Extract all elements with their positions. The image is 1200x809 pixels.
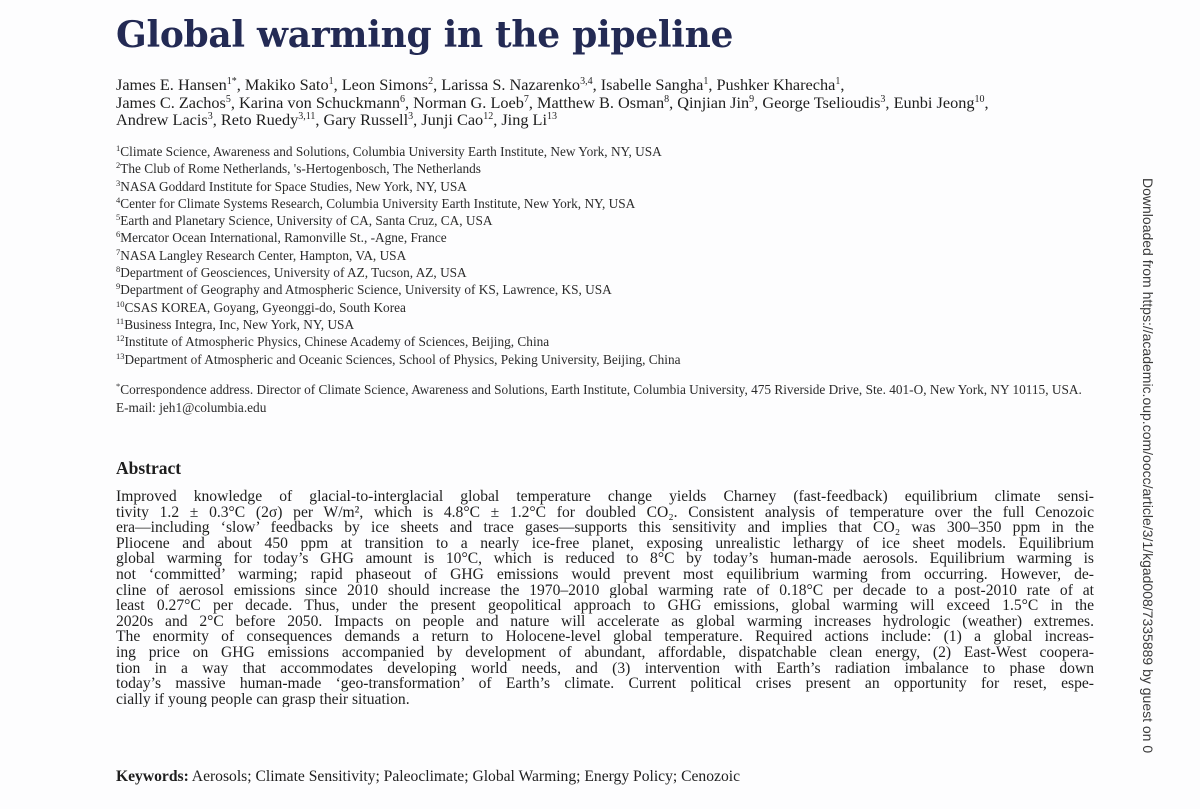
affiliation-number: 13 xyxy=(116,350,125,361)
author-affiliation-sup: 3,4 xyxy=(580,76,593,87)
affiliation-text: Center for Climate Systems Research, Columbia University Earth Institute, New York, NY, USA xyxy=(120,195,636,211)
affiliation-item xyxy=(116,299,1056,316)
affiliation-item xyxy=(116,264,1056,281)
author-name: Junji Cao xyxy=(421,110,484,129)
author-name: Gary Russell xyxy=(323,110,409,129)
author-separator: , xyxy=(433,75,442,94)
author-name: Jing Li xyxy=(501,110,548,129)
author-affiliation-sup: 8 xyxy=(664,93,670,105)
author-separator: , xyxy=(592,75,601,94)
author-separator: , xyxy=(236,75,245,94)
author-name: Makiko Sato xyxy=(244,75,329,94)
author-affiliation-sup: 10 xyxy=(974,93,985,105)
affiliation-item xyxy=(116,195,1056,212)
author-separator: , xyxy=(528,92,538,112)
correspondence-note xyxy=(116,381,1091,417)
affiliation-item xyxy=(116,316,1056,333)
author-affiliation-sup: 1 xyxy=(835,76,841,87)
author-separator: , xyxy=(315,110,324,129)
abstract-line: ing price on GHG emissions accompanied by development of abundant, affordable, dispatchable clean energy, (2) East-West coopera- xyxy=(116,644,1094,661)
abstract-heading: Abstract xyxy=(116,458,182,478)
abstract-line: global warming for today’s GHG amount is 10°C, which is reduced to 8°C by today’s human-made aerosols. Equilibrium warming is xyxy=(116,551,1094,567)
author-line xyxy=(116,94,1106,112)
author-affiliation-sup: 13 xyxy=(547,111,558,122)
affiliation-number: 5 xyxy=(116,212,121,223)
author-affiliation-sup: 3,11 xyxy=(298,111,316,122)
author-separator: , xyxy=(754,92,763,112)
affiliation-number: 11 xyxy=(116,315,125,326)
abstract-line: cially if young people can grasp their situation. xyxy=(116,691,410,708)
author-affiliation-sup: 7 xyxy=(523,93,529,105)
affiliation-list xyxy=(116,143,1056,368)
author-affiliation-sup: 9 xyxy=(749,93,755,105)
affiliation-text: Department of Geography and Atmospheric Science, University of KS, Lawrence, KS, USA xyxy=(120,282,612,298)
author-separator: , xyxy=(493,110,502,129)
abstract-line: tion in a way that accommodates developing world needs, and (3) intervention with Earth’s radiation imbalance to phase down xyxy=(116,660,1094,677)
affiliation-text: NASA Goddard Institute for Space Studies, New York, NY, USA xyxy=(120,178,467,194)
correspondence-marker: * xyxy=(116,381,121,391)
author-separator: , xyxy=(840,75,845,94)
affiliation-item xyxy=(116,229,1056,246)
affiliation-number: 2 xyxy=(116,160,121,171)
abstract-line: cline of aerosol emissions since 2010 should increase the 1970–2010 global warming rate of 0.18°C per decade to a post-2010 rate of at xyxy=(116,582,1094,599)
author-name: Larissa S. Nazarenko xyxy=(441,75,581,94)
abstract-line: era—including ‘slow’ feedbacks by ice sheets and trace gases—supports this sensitivity and implies that CO₂ was 300–350 ppm in the xyxy=(116,520,1094,536)
author-separator: , xyxy=(333,75,342,94)
affiliation-text: The Club of Rome Netherlands, 's-Hertogenbosch, The Netherlands xyxy=(120,161,481,177)
author-separator: , xyxy=(413,110,422,129)
author-name: Andrew Lacis xyxy=(116,110,208,129)
affiliation-text: Earth and Planetary Science, University of CA, Santa Cruz, CA, USA xyxy=(120,213,493,229)
affiliation-number: 10 xyxy=(116,298,125,309)
author-name: Isabelle Sangha xyxy=(600,75,704,94)
author-affiliation-sup: 3 xyxy=(207,111,213,122)
affiliation-text: Institute of Atmospheric Physics, Chinese Academy of Sciences, Beijing, China xyxy=(124,334,550,350)
author-separator: , xyxy=(984,92,989,112)
author-affiliation-sup: 3 xyxy=(880,93,886,105)
affiliation-text: Department of Atmospheric and Oceanic Sciences, School of Physics, Peking University, Beijing, China xyxy=(124,351,681,367)
author-name: Pushker Kharecha xyxy=(716,75,836,94)
author-separator: , xyxy=(404,92,414,112)
author-affiliation-sup: 3 xyxy=(408,111,414,122)
keywords-label: Keywords: xyxy=(116,768,189,785)
author-affiliation-sup: 12 xyxy=(483,111,494,122)
author-separator: , xyxy=(212,110,221,129)
affiliation-item xyxy=(116,281,1056,298)
author-affiliation-sup: 2 xyxy=(428,76,434,87)
affiliation-item xyxy=(116,351,1056,368)
affiliation-text: NASA Langley Research Center, Hampton, VA, USA xyxy=(120,247,407,263)
abstract-line: Improved knowledge of glacial-to-interglacial global temperature change yields Charney (fast-feedback) equilibrium climate sensi- xyxy=(116,489,1094,505)
author-name: Matthew B. Osman xyxy=(537,92,665,112)
keywords xyxy=(116,768,740,786)
author-name: Eunbi Jeong xyxy=(893,92,975,112)
author-name: James E. Hansen xyxy=(116,75,227,94)
affiliation-item xyxy=(116,178,1056,195)
author-name: Karina von Schuckmann xyxy=(239,92,400,112)
affiliation-text: CSAS KOREA, Goyang, Gyeonggi-do, South Korea xyxy=(124,299,406,315)
affiliation-text: Mercator Ocean International, Ramonville St., -Agne, France xyxy=(120,230,447,246)
author-separator: , xyxy=(669,92,678,112)
abstract-line: The enormity of consequences demands a return to Holocene-level global temperature. Required actions include: (1) a global increas- xyxy=(116,629,1094,645)
author-name: Reto Ruedy xyxy=(220,110,299,129)
abstract-body xyxy=(116,489,1094,707)
author-affiliation-sup: 6 xyxy=(399,93,405,105)
affiliation-item xyxy=(116,333,1056,350)
affiliation-number: 9 xyxy=(116,281,121,292)
author-affiliation-sup: 5 xyxy=(225,93,231,105)
abstract-line: least 0.27°C per decade. Thus, under the present geopolitical approach to GHG emissions, global warming will exceed 1.5°C in the xyxy=(116,598,1094,614)
affiliation-number: 8 xyxy=(116,264,121,275)
keywords-text: Aerosols; Climate Sensitivity; Paleoclimate; Global Warming; Energy Policy; Cenozoic xyxy=(188,768,740,785)
abstract-line: not ‘committed’ warming; rapid phaseout of GHG emissions would prevent most equilibrium warming from occurring. However, de- xyxy=(116,566,1094,583)
abstract-line: today’s massive human-made ‘geo-transformation’ of Earth’s climate. Current political crises present an opportunity for reset, espe- xyxy=(116,676,1094,692)
author-affiliation-sup: 1* xyxy=(226,76,237,87)
author-separator: , xyxy=(708,75,717,94)
affiliation-number: 12 xyxy=(116,333,125,344)
abstract-line: 2020s and 2°C before 2050. Impacts on people and nature will accelerate as global warming increases hydrologic (weather) extremes. xyxy=(116,613,1094,630)
paper-title: Global warming in the pipeline xyxy=(116,14,734,56)
affiliation-number: 4 xyxy=(116,194,121,205)
correspondence-text: Correspondence address. Director of Climate Science, Awareness and Solutions, Earth Institute, Columbia University, 475 Riverside Drive, Ste. 401-O, New York, NY 10115, USA. E-mail: jeh1@columbia.edu xyxy=(116,382,1082,415)
abstract-line: tivity 1.2 ± 0.3°C (2σ) per W/m², which is 4.8°C ± 1.2°C for doubled CO₂. Consistent analysis of temperature over the full Cenozoic xyxy=(116,504,1094,521)
author-affiliation-sup: 1 xyxy=(703,76,709,87)
affiliation-number: 7 xyxy=(116,246,121,257)
download-watermark: Downloaded from https://academic.oup.com/oocc/article/3/1/kgad008/7335889 by guest on 0 xyxy=(1140,178,1156,754)
affiliation-number: 6 xyxy=(116,229,121,240)
abstract-line: Pliocene and about 450 ppm at transition to a nearly ice-free planet, exposing unrealistic lethargy of ice sheet models. Equilibrium xyxy=(116,535,1094,552)
author-list xyxy=(116,76,1106,129)
affiliation-number: 1 xyxy=(116,143,121,153)
affiliation-text: Business Integra, Inc, New York, NY, USA xyxy=(124,316,355,332)
affiliation-text: Climate Science, Awareness and Solutions, Columbia University Earth Institute, New York, NY, USA xyxy=(120,144,662,159)
author-name: George Tselioudis xyxy=(762,92,881,112)
author-separator: , xyxy=(885,92,894,112)
affiliation-text: Department of Geosciences, University of AZ, Tucson, AZ, USA xyxy=(120,265,467,281)
author-separator: , xyxy=(230,92,240,112)
author-name: Qinjian Jin xyxy=(677,92,750,112)
affiliation-item xyxy=(116,160,1056,177)
author-line xyxy=(116,76,1106,94)
author-line xyxy=(116,111,1106,129)
author-affiliation-sup: 1 xyxy=(328,76,334,87)
author-name: James C. Zachos xyxy=(116,92,226,112)
affiliation-item xyxy=(116,247,1056,264)
affiliation-item xyxy=(116,212,1056,229)
affiliation-item xyxy=(116,143,1056,160)
author-name: Leon Simons xyxy=(341,75,429,94)
affiliation-number: 3 xyxy=(116,177,121,188)
author-name: Norman G. Loeb xyxy=(413,92,524,112)
